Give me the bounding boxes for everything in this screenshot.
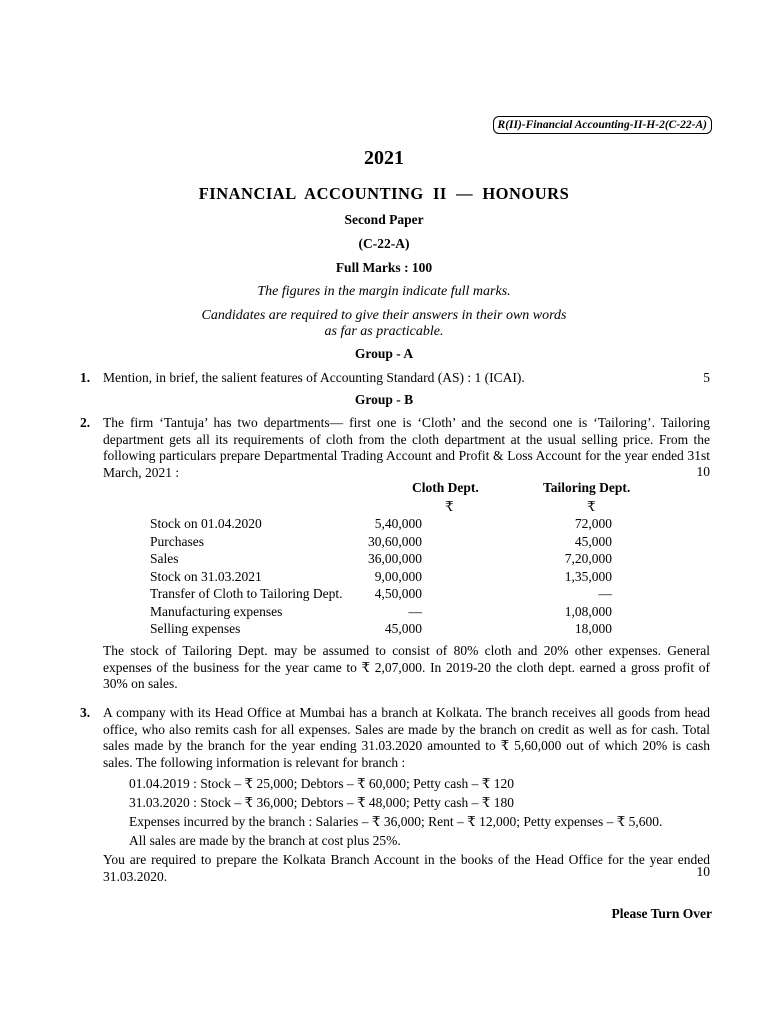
subject-title: FINANCIAL ACCOUNTING II — HONOURS [198, 184, 570, 203]
tailoring-value: 1,08,000 [564, 603, 612, 619]
cloth-value: 9,00,000 [374, 568, 422, 584]
row-label: Purchases [150, 533, 204, 549]
table-row [150, 569, 620, 587]
question-marks: 10 [696, 864, 710, 879]
row-label: Manufacturing expenses [150, 603, 283, 619]
table-row [150, 586, 620, 604]
please-turn-over: Please Turn Over [611, 906, 712, 921]
tailoring-value: 1,35,000 [564, 568, 612, 584]
full-marks: Full Marks : 100 [335, 260, 433, 275]
exam-year: 2021 [364, 147, 404, 169]
table-row [150, 534, 620, 552]
tailoring-value: 45,000 [574, 533, 612, 549]
question-text: The firm ‘Tantuja’ has two departments— first one is ‘Cloth’ and the second one is ‘Tailoring’. Tailoring department gets all its requirements of cloth from the cloth department at the usual selling price. From the following particulars prepare Departmental Trading Account and Profit & Loss Account for the year ended 31st March, 2021 : [103, 415, 710, 480]
group-a-heading: Group - A [354, 346, 414, 361]
cloth-value: 5,40,000 [374, 516, 422, 531]
question-1 [80, 370, 710, 387]
cloth-value: 45,000 [384, 621, 422, 636]
row-label: Transfer of Cloth to Tailoring Dept. [150, 586, 343, 601]
candidates-note [0, 308, 768, 340]
table-row [150, 551, 620, 569]
tailoring-value: — [598, 586, 612, 601]
question-text: Mention, in brief, the salient features of Accounting Standard (AS) : 1 (ICAI). [103, 370, 525, 385]
branch-info [103, 774, 710, 850]
question-2-notes [80, 643, 710, 693]
cloth-value: — [408, 603, 422, 619]
tailoring-value: 7,20,000 [564, 551, 612, 566]
closing-balances: 31.03.2020 : Stock – ₹ 36,000; Debtors – ₹ 48,000; Petty cash – ₹ 180 [129, 795, 515, 810]
table-row [150, 516, 620, 534]
cloth-value: 4,50,000 [374, 586, 422, 601]
tailoring-value: 18,000 [574, 621, 612, 636]
paper-code: (C-22-A) [358, 236, 410, 251]
tailoring-dept-header: Tailoring Dept. [543, 480, 631, 495]
candidates-note-line1: Candidates are required to give their answers in their own words [201, 308, 567, 323]
candidates-note-line2: as far as practicable. [324, 324, 444, 339]
department-table [150, 516, 620, 639]
question-text: A company with its Head Office at Mumbai has a branch at Kolkata. The branch receives all goods from head office, who also remits cash for all expenses. Sales are made by the branch on credit as well as for cash. Total sales made by the branch for the year ending 31.03.2020 amounted to ₹ 5,60,000 out of which 20% is cash sales. The following information is relevant for branch : [103, 705, 710, 770]
cloth-currency: ₹ [445, 499, 454, 514]
cloth-value: 36,00,000 [368, 551, 422, 566]
row-label: Sales [150, 551, 179, 566]
margin-note: The figures in the margin indicate full marks. [257, 284, 511, 299]
row-label: Stock on 31.03.2021 [150, 568, 262, 584]
branch-expenses: Expenses incurred by the branch : Salaries – ₹ 36,000; Rent – ₹ 12,000; Petty expenses – ₹ 5,600. [129, 814, 663, 829]
question-number: 1. [80, 370, 91, 385]
question-3 [80, 705, 710, 885]
tailoring-currency: ₹ [587, 499, 596, 514]
opening-balances: 01.04.2019 : Stock – ₹ 25,000; Debtors – ₹ 60,000; Petty cash – ₹ 120 [129, 776, 515, 791]
cloth-value: 30,60,000 [368, 533, 422, 549]
table-row [150, 621, 620, 639]
table-row [150, 604, 620, 622]
question-marks: 10 [696, 464, 710, 479]
question-text: The stock of Tailoring Dept. may be assumed to consist of 80% cloth and 20% other expenses. General expenses of the business for the year came to ₹ 2,07,000. In 2019-20 the cloth dept. earned a gross profit of 30% on sales. [103, 643, 710, 691]
row-label: Selling expenses [150, 621, 241, 636]
tailoring-value: 72,000 [574, 516, 612, 531]
question-requirement: You are required to prepare the Kolkata Branch Account in the books of the Head Office for the year ended 31.03.2020. [103, 852, 710, 884]
question-marks: 5 [703, 370, 710, 385]
question-number: 3. [80, 705, 91, 720]
group-b-heading: Group - B [354, 392, 414, 407]
question-number: 2. [80, 415, 91, 430]
cloth-dept-header: Cloth Dept. [412, 480, 479, 495]
paper-label: Second Paper [344, 212, 424, 227]
row-label: Stock on 01.04.2020 [150, 516, 262, 531]
sales-basis: All sales are made by the branch at cost plus 25%. [129, 833, 401, 848]
question-2 [80, 415, 710, 481]
paper-code-box: R(II)-Financial Accounting-II-H-2(C-22-A) [493, 116, 712, 134]
